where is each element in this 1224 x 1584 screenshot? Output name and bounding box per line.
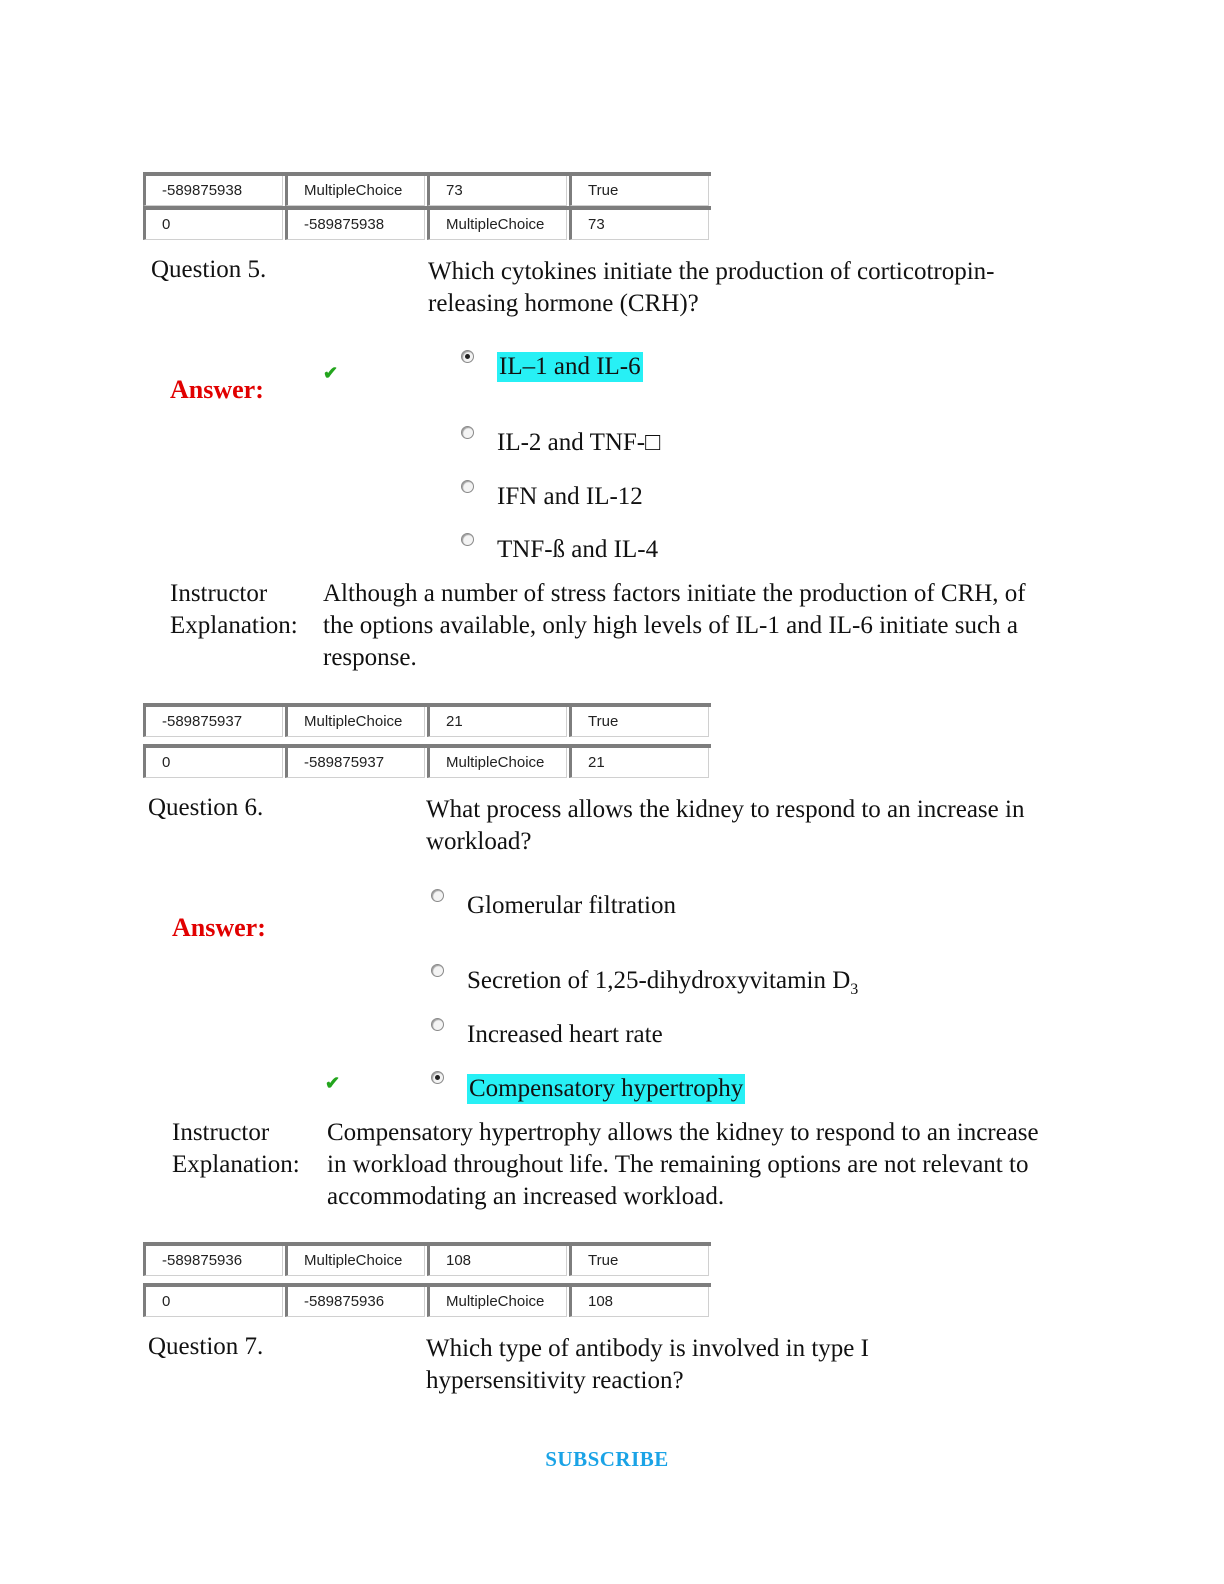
radio-button-option-4[interactable]: [461, 533, 474, 546]
meta-table-row: [143, 206, 711, 244]
meta-cell: MultipleChoice: [427, 748, 567, 778]
question-text: Which type of antibody is involved in type I hypersensitivity reaction?: [426, 1335, 869, 1394]
meta-cell: 0: [143, 1287, 283, 1317]
meta-cell: True: [569, 707, 709, 737]
meta-cell: 73: [569, 210, 709, 240]
meta-cell: -589875936: [285, 1287, 425, 1317]
meta-cell: -589875937: [285, 748, 425, 778]
option-text: TNF-ß and IL-4: [497, 536, 659, 563]
meta-cell: MultipleChoice: [285, 707, 425, 737]
meta-cell: -589875937: [143, 707, 283, 737]
answer-label: Answer:: [170, 375, 264, 404]
checkmark-icon: ✔: [325, 1073, 341, 1093]
meta-cell: 108: [569, 1287, 709, 1317]
explanation-label-line: Explanation:: [172, 1151, 300, 1178]
question-label: Question 5.: [151, 256, 267, 283]
radio-button-option-4[interactable]: [431, 1071, 444, 1084]
meta-cell: -589875938: [143, 176, 283, 206]
explanation-label-line: Instructor: [170, 580, 268, 607]
meta-cell: 73: [427, 176, 567, 206]
option-text: [467, 966, 858, 1005]
meta-cell: 21: [427, 707, 567, 737]
option-text: IL–1 and IL-6: [499, 353, 641, 380]
question-text: Which cytokines initiate the production of corticotropin-releasing hormone (CRH)?: [428, 258, 995, 317]
meta-cell: 108: [427, 1246, 567, 1276]
option-text: Compensatory hypertrophy: [469, 1075, 744, 1102]
radio-button-option-3[interactable]: [461, 480, 474, 493]
meta-table-row: [143, 703, 711, 741]
meta-cell: True: [569, 1246, 709, 1276]
meta-table-row: [143, 1283, 711, 1321]
option-text: IFN and IL-12: [497, 483, 643, 510]
explanation-text: Although a number of stress factors initiate the production of CRH, of the options available, only high levels of IL-1 and IL-6 initiate such a response.: [323, 580, 1026, 671]
explanation-label-line: Explanation:: [170, 612, 298, 639]
meta-cell: 0: [143, 210, 283, 240]
question-label: Question 7.: [148, 1333, 264, 1360]
meta-cell: True: [569, 176, 709, 206]
explanation-label: [172, 1117, 300, 1181]
meta-cell: MultipleChoice: [427, 1287, 567, 1317]
option-text: Increased heart rate: [467, 1021, 663, 1048]
meta-cell: MultipleChoice: [285, 176, 425, 206]
meta-cell: 21: [569, 748, 709, 778]
meta-table-row: [143, 1242, 711, 1280]
radio-button-option-1[interactable]: [431, 889, 444, 902]
option-text-main: Secretion of 1,25-dihydroxyvitamin D: [467, 967, 851, 994]
option-text: IL-2 and TNF-□: [497, 429, 661, 456]
explanation-label: [170, 578, 298, 642]
option-text: Glomerular filtration: [467, 892, 676, 919]
meta-cell: -589875938: [285, 210, 425, 240]
radio-button-option-2[interactable]: [461, 426, 474, 439]
subscribe-link[interactable]: SUBSCRIBE: [545, 1447, 669, 1471]
meta-table-row: [143, 172, 711, 210]
meta-table-row: [143, 744, 711, 782]
checkmark-icon: ✔: [323, 363, 339, 383]
radio-button-option-1[interactable]: [461, 350, 474, 363]
meta-cell: 0: [143, 748, 283, 778]
explanation-text: Compensatory hypertrophy allows the kidney to respond to an increase in workload throughout life. The remaining options are not relevant to accommodating an increased workload.: [327, 1119, 1039, 1210]
meta-cell: -589875936: [143, 1246, 283, 1276]
meta-cell: MultipleChoice: [285, 1246, 425, 1276]
radio-button-option-3[interactable]: [431, 1018, 444, 1031]
meta-cell: MultipleChoice: [427, 210, 567, 240]
explanation-label-line: Instructor: [172, 1119, 270, 1146]
answer-label: Answer:: [172, 913, 266, 942]
question-text: What process allows the kidney to respond to an increase in workload?: [426, 796, 1025, 855]
radio-button-option-2[interactable]: [431, 964, 444, 977]
option-subscript: 3: [850, 981, 859, 998]
question-label: Question 6.: [148, 794, 264, 821]
